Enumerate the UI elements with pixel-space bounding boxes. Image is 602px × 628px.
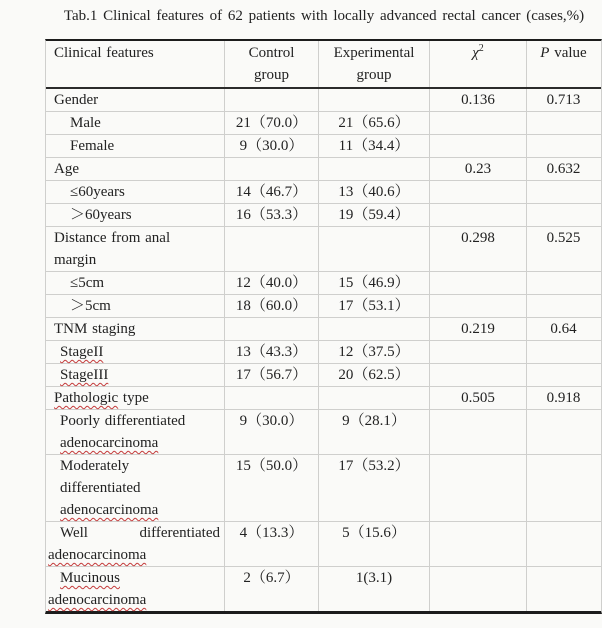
cell-chi-square: 0.505 [429, 387, 526, 409]
cell-clinical-feature [46, 135, 224, 157]
feature-text: Moderately [60, 458, 130, 474]
feature-text: TNM staging [54, 321, 136, 337]
spellcheck-flagged-text: StageII [60, 344, 104, 360]
cell-control: 14（46.7） [224, 181, 318, 203]
table-row [46, 566, 601, 611]
cell-clinical-feature [46, 410, 224, 454]
spellcheck-flagged-text: Pathologic [54, 390, 119, 406]
cell-clinical-feature [46, 227, 224, 271]
cell-control [224, 89, 318, 111]
feature-text: Female [70, 138, 115, 154]
cell-experimental: 17（53.2） [318, 455, 429, 521]
cell-clinical-feature [46, 112, 224, 134]
header-label: Control [248, 45, 295, 61]
feature-text: Poorly differentiated [60, 413, 186, 429]
feature-line [46, 477, 224, 499]
cell-p-value [526, 181, 600, 203]
cell-p-value [526, 567, 600, 611]
feature-text: differentiated [139, 525, 220, 541]
table-row [46, 521, 601, 566]
cell-control: 4（13.3） [224, 522, 318, 566]
cell-chi-square: 0.23 [429, 158, 526, 180]
table-row [46, 317, 601, 340]
feature-text: ≤5cm [70, 275, 105, 291]
feature-line [46, 295, 224, 317]
spellcheck-flagged-text: adenocarcinoma [48, 547, 147, 563]
cell-control: 9（30.0） [224, 135, 318, 157]
cell-experimental: 21（65.6） [318, 112, 429, 134]
cell-chi-square [429, 341, 526, 363]
cell-clinical-feature [46, 272, 224, 294]
feature-line [46, 112, 224, 134]
cell-chi-square [429, 410, 526, 454]
header-label: Clinical features [54, 45, 154, 61]
table-title: Tab.1 Clinical features of 62 patients with locally advanced rectal cancer (cases,%) [63, 8, 585, 24]
feature-line [46, 272, 224, 294]
cell-p-value [526, 522, 600, 566]
cell-chi-square [429, 112, 526, 134]
cell-p-value [526, 410, 600, 454]
feature-text: Well [60, 525, 88, 541]
cell-experimental: 15（46.9） [318, 272, 429, 294]
cell-chi-square [429, 522, 526, 566]
feature-line [46, 455, 224, 477]
cell-experimental: 1(3.1) [318, 567, 429, 611]
feature-line [46, 204, 224, 226]
cell-clinical-feature [46, 295, 224, 317]
feature-text: Distance from anal [54, 230, 171, 246]
spellcheck-flagged-text: Mucinous [60, 570, 120, 586]
feature-line [46, 181, 224, 203]
cell-chi-square [429, 567, 526, 611]
feature-line [46, 499, 224, 521]
cell-p-value: 0.525 [526, 227, 600, 271]
feature-line [46, 387, 224, 409]
table-row [46, 134, 601, 157]
cell-experimental: 5（15.6） [318, 522, 429, 566]
cell-clinical-feature [46, 181, 224, 203]
cell-control: 2（6.7） [224, 567, 318, 611]
cell-p-value: 0.918 [526, 387, 600, 409]
cell-chi-square: 0.136 [429, 89, 526, 111]
cell-clinical-feature [46, 158, 224, 180]
cell-clinical-feature [46, 567, 224, 611]
cell-control [224, 158, 318, 180]
p-value-label: P value [540, 45, 587, 61]
cell-clinical-feature [46, 318, 224, 340]
header-label: group [356, 67, 392, 83]
header-p-value [526, 41, 600, 87]
cell-chi-square [429, 364, 526, 386]
cell-p-value [526, 455, 600, 521]
cell-clinical-feature [46, 455, 224, 521]
header-clinical-features [46, 41, 224, 87]
feature-text: Male [70, 115, 101, 131]
feature-text: Age [54, 161, 79, 177]
cell-clinical-feature [46, 364, 224, 386]
table-row [46, 454, 601, 521]
cell-control: 15（50.0） [224, 455, 318, 521]
clinical-features-table [45, 39, 602, 614]
cell-control [224, 227, 318, 271]
cell-experimental: 9（28.1） [318, 410, 429, 454]
feature-line [46, 567, 224, 589]
cell-experimental: 12（37.5） [318, 341, 429, 363]
spellcheck-flagged-text: adenocarcinoma [60, 502, 159, 518]
header-label: Experimental [333, 45, 415, 61]
cell-p-value: 0.713 [526, 89, 600, 111]
feature-text: ≤60years [70, 184, 125, 200]
cell-control: 17（56.7） [224, 364, 318, 386]
cell-clinical-feature [46, 204, 224, 226]
feature-line [46, 432, 224, 454]
cell-control: 18（60.0） [224, 295, 318, 317]
cell-experimental: 19（59.4） [318, 204, 429, 226]
table-row [46, 340, 601, 363]
feature-line [46, 227, 224, 249]
cell-chi-square: 0.298 [429, 227, 526, 271]
cell-chi-square [429, 181, 526, 203]
feature-line [46, 364, 224, 386]
chi-square-symbol: $\chi^2$ [472, 43, 484, 61]
cell-chi-square [429, 204, 526, 226]
spellcheck-flagged-text: StageIII [60, 367, 109, 383]
cell-control: 9（30.0） [224, 410, 318, 454]
table-row [46, 203, 601, 226]
cell-p-value [526, 295, 600, 317]
feature-text: Gender [54, 92, 99, 108]
cell-clinical-feature [46, 89, 224, 111]
table-row [46, 226, 601, 271]
cell-chi-square [429, 295, 526, 317]
header-control-group [224, 41, 318, 87]
cell-chi-square [429, 135, 526, 157]
table-row [46, 386, 601, 409]
header-experimental-group [318, 41, 429, 87]
feature-text: margin [54, 252, 97, 268]
feature-line [46, 158, 224, 180]
cell-experimental [318, 158, 429, 180]
feature-line [46, 318, 224, 340]
cell-experimental [318, 387, 429, 409]
cell-experimental [318, 227, 429, 271]
spellcheck-flagged-text: adenocarcinoma [60, 435, 159, 451]
cell-control: 16（53.3） [224, 204, 318, 226]
cell-chi-square: 0.219 [429, 318, 526, 340]
cell-clinical-feature [46, 387, 224, 409]
feature-line [46, 522, 224, 544]
cell-control: 21（70.0） [224, 112, 318, 134]
cell-p-value: 0.64 [526, 318, 600, 340]
cell-control [224, 318, 318, 340]
feature-text: ＞5cm [70, 298, 111, 314]
cell-control [224, 387, 318, 409]
cell-control: 13（43.3） [224, 341, 318, 363]
table-header-row [46, 41, 601, 89]
table-body [46, 89, 601, 611]
cell-p-value [526, 204, 600, 226]
table-row [46, 111, 601, 134]
cell-p-value [526, 112, 600, 134]
cell-control: 12（40.0） [224, 272, 318, 294]
header-label: group [254, 67, 289, 83]
cell-p-value [526, 135, 600, 157]
feature-line [46, 341, 224, 363]
cell-experimental: 11（34.4） [318, 135, 429, 157]
cell-experimental: 20（62.5） [318, 364, 429, 386]
spellcheck-flagged-text: adenocarcinoma [48, 592, 147, 608]
feature-line [46, 410, 224, 432]
cell-experimental: 13（40.6） [318, 181, 429, 203]
cell-p-value [526, 364, 600, 386]
header-chi-square [429, 41, 526, 87]
cell-clinical-feature [46, 341, 224, 363]
table-row [46, 180, 601, 203]
table-row [46, 157, 601, 180]
feature-text: differentiated [60, 480, 141, 496]
cell-experimental [318, 318, 429, 340]
feature-line [46, 135, 224, 157]
cell-clinical-feature [46, 522, 224, 566]
feature-text: type [118, 390, 149, 406]
table-row [46, 294, 601, 317]
feature-line [46, 544, 224, 566]
table-row [46, 271, 601, 294]
cell-chi-square [429, 455, 526, 521]
table-row [46, 363, 601, 386]
cell-p-value: 0.632 [526, 158, 600, 180]
cell-p-value [526, 341, 600, 363]
cell-p-value [526, 272, 600, 294]
cell-chi-square [429, 272, 526, 294]
cell-experimental [318, 89, 429, 111]
table-row [46, 409, 601, 454]
feature-line [46, 249, 224, 271]
feature-text: ＞60years [70, 207, 132, 223]
table-row [46, 89, 601, 111]
feature-line [46, 89, 224, 111]
feature-line [46, 589, 224, 611]
cell-experimental: 17（53.1） [318, 295, 429, 317]
